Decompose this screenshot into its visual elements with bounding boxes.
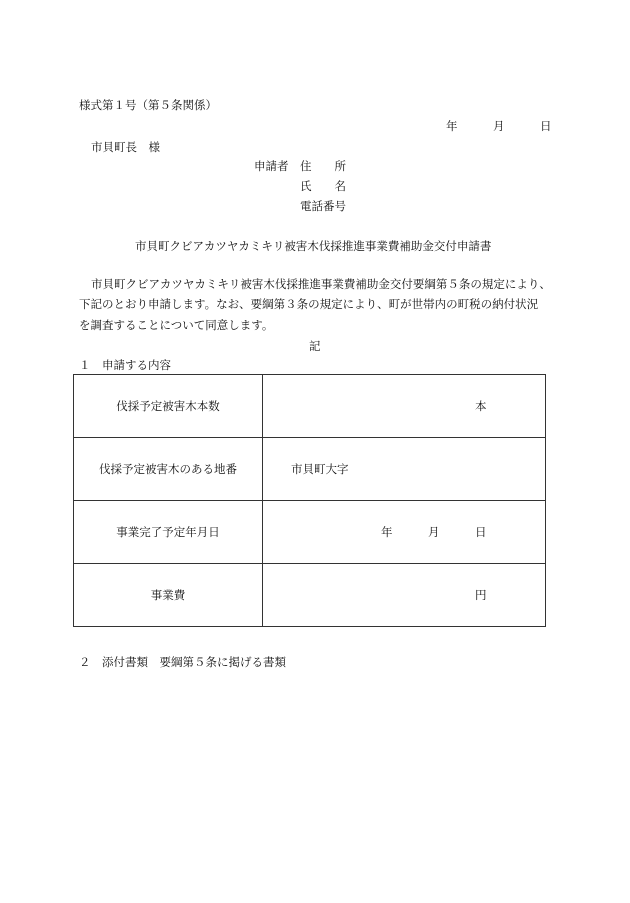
row-label-project-cost: 事業費 <box>74 564 263 627</box>
table-row <box>74 438 546 501</box>
lot-number-field[interactable] <box>263 438 546 501</box>
lot-number-prefix: 市貝町大字 <box>291 462 349 476</box>
addressee: 市貝町長 様 <box>91 140 160 154</box>
tree-count-unit: 本 <box>475 399 487 413</box>
date-month: 月 <box>493 119 505 133</box>
completion-date-field[interactable] <box>263 501 546 564</box>
body-line-1: 市貝町クビアカツヤカミキリ被害木伐採推進事業費補助金交付要綱第５条の規定により、 <box>91 277 551 291</box>
table-row <box>74 564 546 627</box>
project-cost-field[interactable] <box>263 564 546 627</box>
ki-mark: 記 <box>309 339 321 353</box>
phone-label: 電話番号 <box>300 199 346 213</box>
application-content-table <box>73 374 546 627</box>
row-label-completion-date: 事業完了予定年月日 <box>74 501 263 564</box>
form-number: 様式第１号（第５条関係） <box>79 98 217 112</box>
date-year: 年 <box>446 119 458 133</box>
completion-day: 日 <box>475 525 487 539</box>
section-2-heading: ２ 添付書類 要綱第５条に掲げる書類 <box>79 655 286 669</box>
row-label-lot-number: 伐採予定被害木のある地番 <box>74 438 263 501</box>
body-line-3: を調査することについて同意します。 <box>79 318 274 332</box>
address-label: 住 所 <box>300 159 346 173</box>
section-1-heading: １ 申請する内容 <box>79 358 171 372</box>
body-line-2: 下記のとおり申請します。なお、要綱第３条の規定により、町が世帯内の町税の納付状況 <box>79 297 539 311</box>
completion-year: 年 <box>381 525 393 539</box>
completion-month: 月 <box>428 525 440 539</box>
table-row <box>74 501 546 564</box>
project-cost-unit: 円 <box>475 588 487 602</box>
table-row <box>74 375 546 438</box>
applicant-label: 申請者 <box>254 159 289 173</box>
document-title: 市貝町クビアカツヤカミキリ被害木伐採推進事業費補助金交付申請書 <box>135 239 492 253</box>
date-day: 日 <box>540 119 552 133</box>
row-label-tree-count: 伐採予定被害木本数 <box>74 375 263 438</box>
name-label: 氏 名 <box>300 179 346 193</box>
tree-count-field[interactable] <box>263 375 546 438</box>
